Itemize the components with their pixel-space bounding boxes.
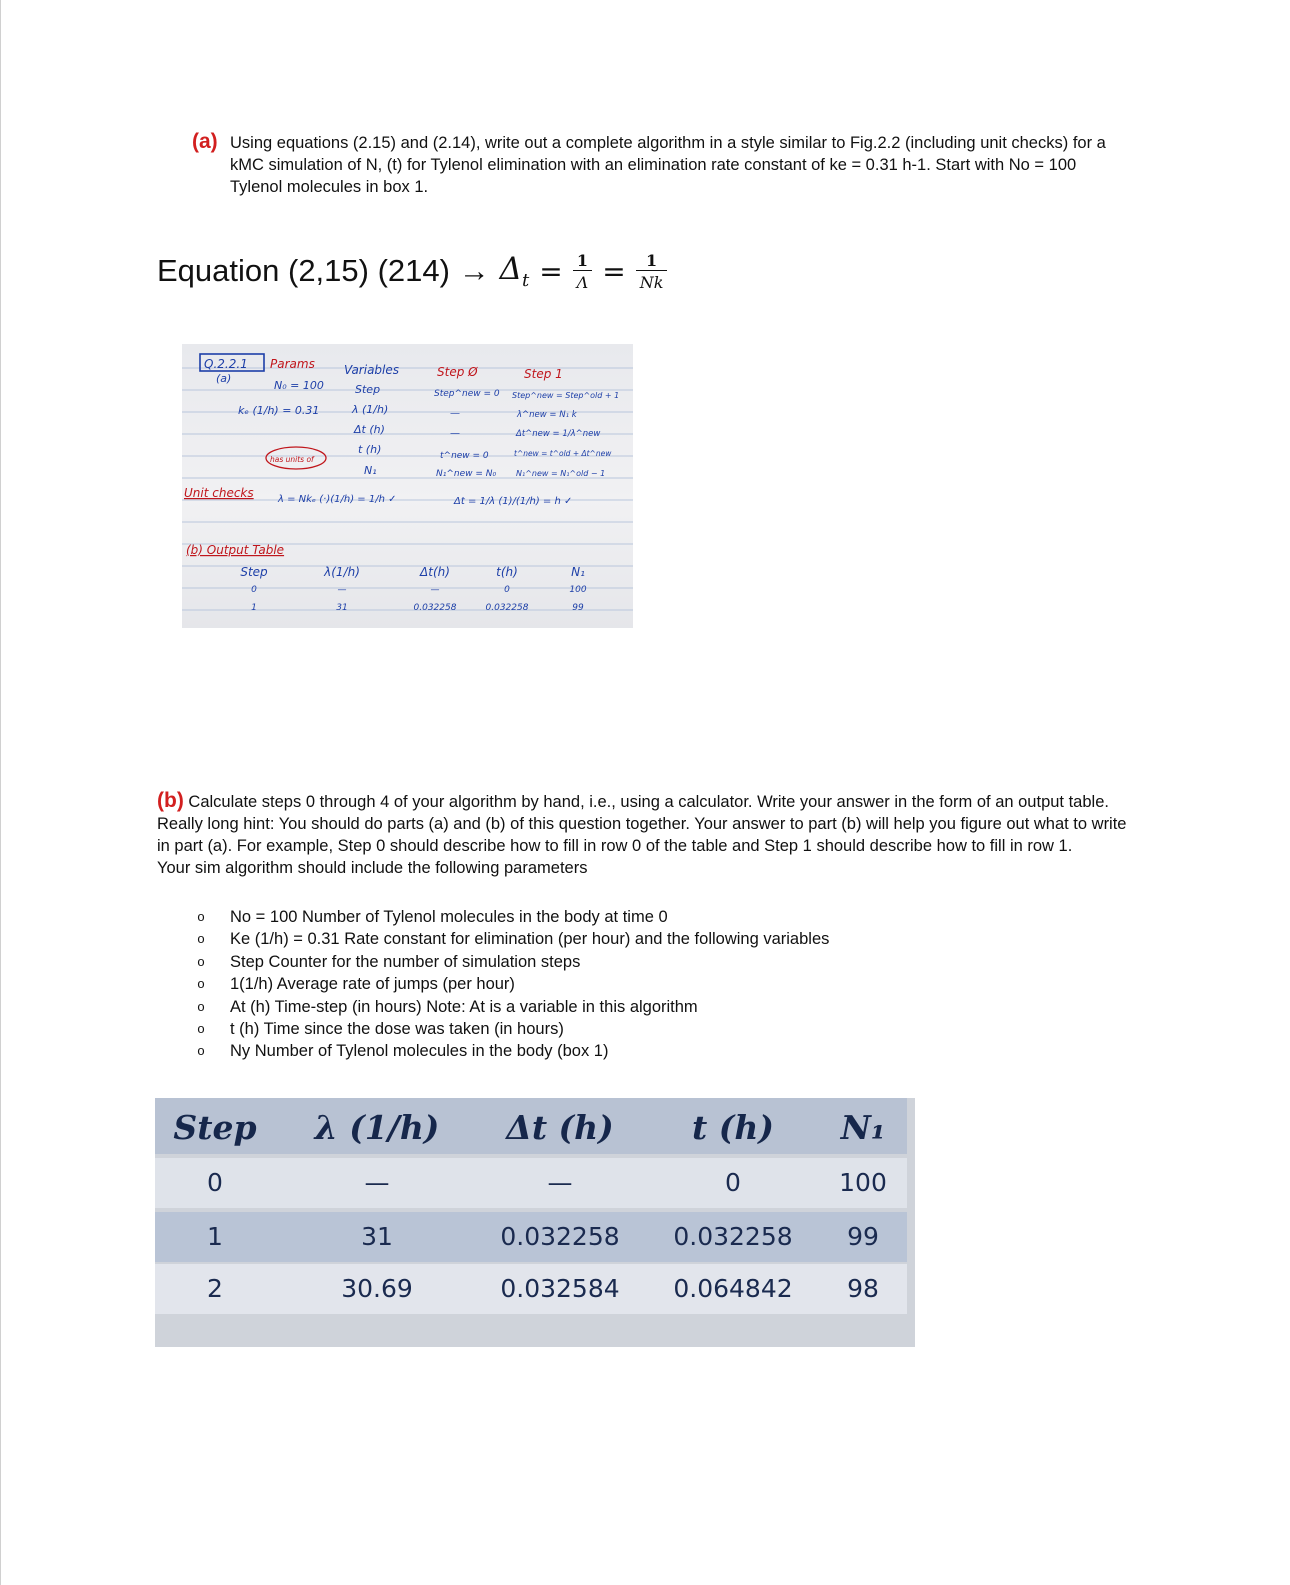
equation-lhs bbox=[500, 251, 530, 291]
equation-lhs-sub: t bbox=[521, 270, 530, 292]
hw-table-cell: λ(1/h) bbox=[324, 565, 360, 579]
part-b-prompt bbox=[157, 790, 1132, 879]
bullet-marker: o bbox=[197, 976, 205, 992]
row-cell: 30.69 bbox=[341, 1274, 413, 1303]
hw-step1-line-4: t^new = t^old + Δt^new bbox=[514, 449, 612, 458]
row-cell: 100 bbox=[839, 1168, 887, 1197]
hw-step1-line-2: λ^new = N₁ k bbox=[517, 410, 577, 420]
header-cell: t (h) bbox=[692, 1108, 774, 1147]
hw-table-cell: Δt(h) bbox=[420, 565, 450, 579]
hw-table-cell: Step bbox=[240, 565, 268, 579]
fraction-1-denominator: Λ bbox=[573, 270, 593, 292]
hw-table-cell: 99 bbox=[572, 603, 584, 613]
hw-table-cell: t(h) bbox=[496, 565, 518, 579]
handwritten-algorithm-photo bbox=[182, 344, 633, 628]
hw-params-header: Params bbox=[270, 357, 315, 371]
fraction-2-denominator: Nk bbox=[636, 270, 668, 292]
row-cell: 98 bbox=[847, 1274, 879, 1303]
hw-table-cell: 100 bbox=[569, 585, 587, 595]
hw-step1-line-3: Δt^new = 1/λ^new bbox=[516, 429, 601, 439]
bullet-marker: o bbox=[197, 998, 205, 1014]
part-a-label: (a) bbox=[192, 130, 218, 153]
row-cell: 0 bbox=[207, 1168, 223, 1197]
parameter-item-text: No = 100 Number of Tylenol molecules in the body at time 0 bbox=[230, 908, 668, 926]
hw-table-cell: 1 bbox=[251, 603, 257, 613]
hw-param-1: N₀ = 100 bbox=[274, 379, 324, 392]
parameter-item-text: t (h) Time since the dose was taken (in hours) bbox=[230, 1019, 564, 1038]
equation-prefix: Equation (2,15) (214) → bbox=[157, 253, 490, 288]
bullet-marker: o bbox=[197, 931, 205, 947]
part-a-text: Using equations (2.15) and (2.14), write out a complete algorithm in a style similar to Fig.2.2 (including unit checks) for a kMC simulation of N, (t) for Tylenol elimination with an elimination rate constant of ke = 0.31 h-1. Start with No = 100 Tylenol molecules in box 1. bbox=[230, 134, 1106, 196]
hw-output-table bbox=[240, 565, 587, 613]
hw-table-cell: N₁ bbox=[571, 565, 585, 579]
header-cell: N₁ bbox=[840, 1108, 886, 1147]
hw-step0-line-5: N₁^new = N₀ bbox=[436, 469, 497, 479]
hw-param-2: kₑ (1/h) = 0.31 bbox=[238, 404, 320, 417]
bullet-marker: o bbox=[197, 1043, 205, 1059]
equation-fraction-2 bbox=[636, 251, 668, 292]
fraction-2-numerator: 1 bbox=[645, 250, 658, 270]
hw-table-cell: — bbox=[430, 585, 440, 595]
hw-unit-check-1: λ = Nkₑ (·)(1/h) = 1/h ✓ bbox=[278, 494, 397, 505]
hw-var-1: Step bbox=[355, 383, 381, 396]
hw-variables-header: Variables bbox=[344, 363, 400, 377]
header-cell: λ (1/h) bbox=[314, 1108, 440, 1147]
parameter-item-text: Ke (1/h) = 0.31 Rate constant for elimination (per hour) and the following variables bbox=[230, 930, 830, 949]
hw-step0-header: Step Ø bbox=[437, 365, 478, 379]
output-table-row bbox=[155, 1264, 907, 1314]
row-cell: 99 bbox=[847, 1222, 879, 1251]
output-table-row bbox=[155, 1158, 907, 1208]
equation-equals-1: = bbox=[539, 254, 563, 288]
notebook-sketch bbox=[182, 344, 633, 628]
hw-step1-line-5: N₁^new = N₁^old − 1 bbox=[516, 469, 606, 478]
bullet-marker: o bbox=[197, 953, 205, 969]
hw-var-5: N₁ bbox=[364, 464, 377, 477]
header-cell: Step bbox=[173, 1108, 257, 1147]
hw-unit-check-2: Δt = 1/λ (1)/(1/h) = h ✓ bbox=[454, 496, 573, 507]
row-cell: — bbox=[364, 1168, 390, 1197]
hw-step1-line-1: Step^new = Step^old + 1 bbox=[512, 391, 620, 400]
hw-var-4: t (h) bbox=[358, 443, 382, 456]
output-table-photo bbox=[155, 1098, 915, 1347]
page-edge bbox=[0, 0, 1, 1585]
row-cell: 0 bbox=[725, 1168, 741, 1197]
part-b-text: Calculate steps 0 through 4 of your algorithm by hand, i.e., using a calculator. Write your answer in the form of an output table. Really long hint: You should do parts (a) and (b) of this question together. Your answer to part (b) will help you figure out what to write in part (a). For example, Step 0 should describe how to fill in row 0 of the table and Step 1 should describe how to fill in row 1. bbox=[157, 793, 1127, 855]
row-cell: 0.032258 bbox=[673, 1222, 793, 1251]
hw-bubble: has units of bbox=[270, 455, 314, 464]
hw-unit-checks: Unit checks bbox=[184, 486, 254, 500]
hw-step0-line-3: — bbox=[450, 428, 460, 439]
row-cell: 31 bbox=[361, 1222, 393, 1251]
parameter-item-text: Ny Number of Tylenol molecules in the body (box 1) bbox=[230, 1042, 609, 1061]
equation-lhs-symbol: Δ bbox=[499, 250, 522, 287]
output-table-row bbox=[155, 1212, 907, 1262]
bullet-marker: o bbox=[197, 909, 205, 924]
hw-title: Q.2.2.1 bbox=[204, 357, 248, 371]
hw-var-3: Δt (h) bbox=[354, 423, 385, 436]
row-cell: 0.032584 bbox=[500, 1274, 620, 1303]
row-cell: 0.064842 bbox=[673, 1274, 793, 1303]
hw-table-cell: 0 bbox=[504, 585, 510, 595]
hw-step0-line-4: t^new = 0 bbox=[440, 451, 489, 461]
parameter-item-text: Step Counter for the number of simulation steps bbox=[230, 952, 581, 971]
row-cell: 2 bbox=[207, 1274, 223, 1303]
hw-table-cell: 0 bbox=[251, 585, 257, 595]
bullet-marker: o bbox=[197, 1020, 205, 1036]
hw-step0-line-1: Step^new = 0 bbox=[434, 389, 500, 399]
parameter-item-text: At (h) Time-step (in hours) Note: At is a variable in this algorithm bbox=[230, 997, 698, 1016]
hw-step1-header: Step 1 bbox=[524, 367, 563, 381]
equation-fraction-1 bbox=[573, 251, 593, 292]
equation-equals-2: = bbox=[602, 254, 626, 288]
equation bbox=[157, 241, 667, 301]
row-cell: 1 bbox=[207, 1222, 223, 1251]
row-cell: 0.032258 bbox=[500, 1222, 620, 1251]
output-table-header bbox=[155, 1098, 907, 1154]
hw-table-cell: 0.032258 bbox=[413, 603, 457, 613]
fraction-1-numerator: 1 bbox=[576, 250, 589, 270]
part-a-prompt bbox=[192, 132, 1122, 198]
parameter-item-text: 1(1/h) Average rate of jumps (per hour) bbox=[230, 975, 515, 994]
header-cell: Δt (h) bbox=[506, 1108, 614, 1147]
hw-part-a: (a) bbox=[216, 372, 232, 385]
hw-var-2: λ (1/h) bbox=[352, 403, 389, 416]
hw-table-cell: 31 bbox=[336, 603, 348, 613]
row-cell: — bbox=[547, 1168, 573, 1197]
part-b-text-2: Your sim algorithm should include the following parameters bbox=[157, 859, 588, 877]
hw-table-cell: — bbox=[337, 585, 347, 595]
part-b-label: (b) bbox=[157, 789, 184, 812]
hw-output-title: (b) Output Table bbox=[186, 543, 285, 557]
hw-table-cell: 0.032258 bbox=[485, 603, 529, 613]
hw-step0-line-2: — bbox=[450, 408, 460, 419]
